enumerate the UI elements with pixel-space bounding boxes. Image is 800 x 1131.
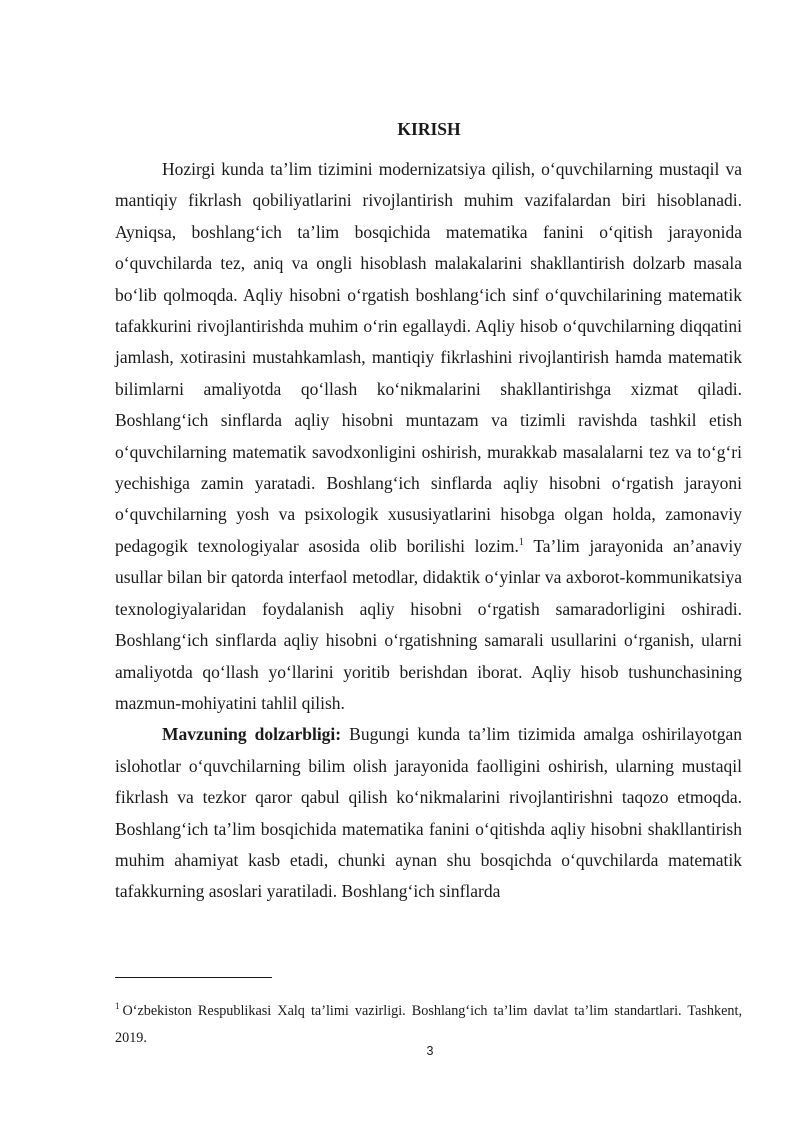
relevance-text: Bugungi kunda ta’lim tizimida amalga oshirilayotgan islohotlar o‘quvchilarning bilim olish jarayonida faolligini oshirish, ularning mustaqil fikrlash va tezkor qaror qabul qilish ko‘nikmalarini rivojlantirishni taqozo etmoqda. Boshlang‘ich ta’lim bosqichida matematika fanini o‘qitishda aqliy hisobni shakllantirish muhim ahamiyat kasb etadi, chunki aynan shu bosqichda o‘quvchilarda matematik tafakkurning asoslari yaratiladi. Boshlang‘ich sinflarda <box>115 724 743 902</box>
intro-paragraph <box>115 154 742 719</box>
footnote-text: O‘zbekiston Respublikasi Xalq ta’limi vazirligi. Boshlang‘ich ta’lim davlat ta’lim standartlari. Tashkent, 2019. <box>115 1003 742 1046</box>
footnote-separator <box>115 977 272 978</box>
footnote-number: 1 <box>115 1001 120 1012</box>
relevance-heading: Mavzuning dolzarbligi: <box>162 724 342 745</box>
body-text <box>115 154 742 908</box>
section-title: KIRISH <box>397 119 461 139</box>
relevance-paragraph <box>115 719 742 907</box>
intro-paragraph-part2: Ta’lim jarayonida an’anaviy usullar bilan bir qatorda interfaol metodlar, didaktik o‘yinlar va axborot-kommunikatsiya texnologiyalaridan foydalanish aqliy hisobni o‘rgatish samaradorligini oshiradi. Boshlang‘ich sinflarda aqliy hisobni o‘rgatishning samarali usullarini o‘rganish, ularni amaliyotda qo‘llash yo‘llarini yoritib berishdan iborat. Aqliy hisob tushunchasining mazmun-mohiyatini tahlil qilish. <box>115 535 743 713</box>
footnote-reference: 1 <box>518 537 524 549</box>
intro-paragraph-part1: Hozirgi kunda ta’lim tizimini modernizatsiya qilish, o‘quvchilarning mustaqil va mantiqiy fikrlash qobiliyatlarini rivojlantirish muhim vazifalardan biri hisoblanadi. Ayniqsa, boshlang‘ich ta’lim bosqichida matematika fanini o‘qitish jarayonida o‘quvchilarda tez, aniq va ongli hisoblash malakalarini shakllantirish dolzarb masala bo‘lib qolmoqda. Aqliy hisobni o‘rgatish boshlang‘ich sinf o‘quvchilarining matematik tafakkurini rivojlantirishda muhim o‘rin egallaydi. Aqliy hisob o‘quvchilarning diqqatini jamlash, xotirasini mustahkamlash, mantiqiy fikrlashini rivojlantirish hamda matematik bilimlarni amaliyotda qo‘llash ko‘nikmalarini shakllantirishga xizmat qiladi. Boshlang‘ich sinflarda aqliy hisobni muntazam va tizimli ravishda tashkil etish o‘quvchilarning matematik savodxonligini oshirish, murakkab masalalarni tez va to‘g‘ri yechishiga zamin yaratadi. Boshlang‘ich sinflarda aqliy hisobni o‘rgatish jarayoni o‘quvchilarning yosh va psixologik xususiyatlarini hisobga olgan holda, zamonaviy pedagogik texnologiyalar asosida olib borilishi lozim. <box>115 159 742 556</box>
page-number: 3 <box>426 1044 434 1058</box>
